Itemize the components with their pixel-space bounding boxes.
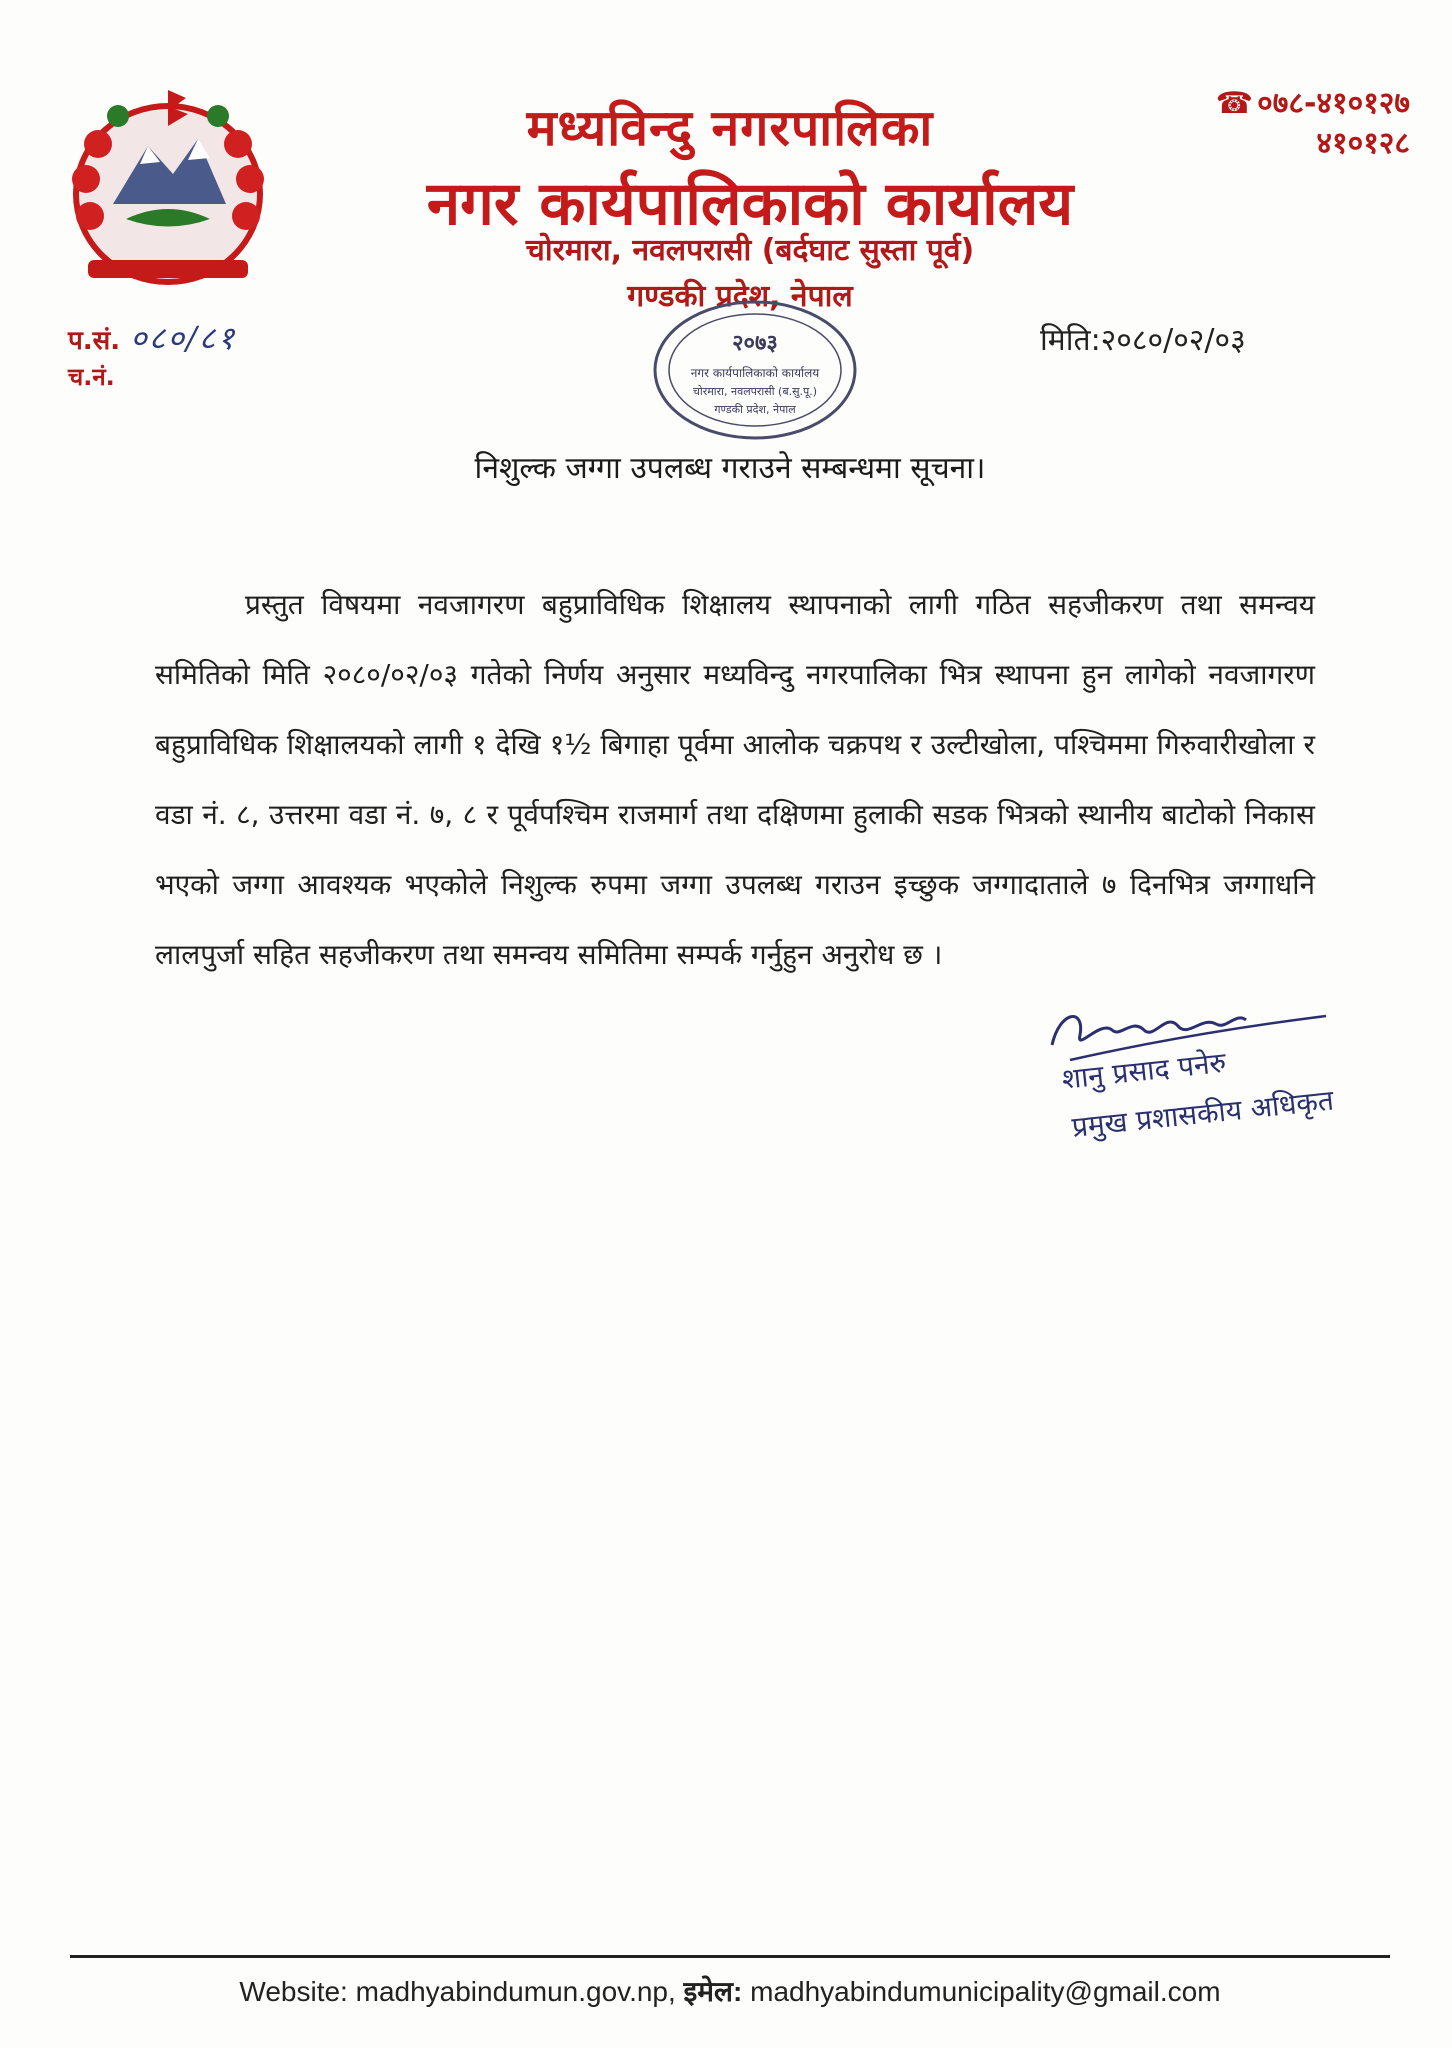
signatory-title: प्रमुख प्रशासकीय अधिकृत: [1070, 1083, 1336, 1144]
reference-number: [68, 316, 236, 359]
address-line-2: गण्डकी प्रदेश, नेपाल: [627, 279, 853, 314]
phone-number-2: ४१०१२८: [1316, 126, 1410, 161]
letter-date: मिति:२०८०/०२/०३: [1040, 323, 1246, 358]
website-label: Website:: [239, 1976, 348, 2007]
notice-subject: निशुल्क जग्गा उपलब्ध गराउने सम्बन्धमा सूचना।: [474, 451, 986, 486]
website-link[interactable]: madhyabindumun.gov.np,: [355, 1976, 676, 2007]
signatory-name: शानु प्रसाद पनेरु: [1060, 1045, 1228, 1096]
body-paragraph: प्रस्तुत विषयमा नवजागरण बहुप्राविधिक शिक्षालय स्थापनाको लागी गठित सहजीकरण तथा समन्वय समितिको मिति २०८०/०२/०३ गतेको निर्णय अनुसार मध्यविन्दु नगरपालिका भित्र स्थापना हुन लागेको नवजागरण बहुप्राविधिक शिक्षालयको लागी १ देखि १½ बिगाहा पूर्वमा आलोक चक्रपथ र उल्टीखोला, पश्चिममा गिरुवारीखोला र वडा नं. ८, उत्तरमा वडा नं. ७, ८ र पूर्वपश्चिम राजमार्ग तथा दक्षिणमा हुलाकी सडक भित्रको स्थानीय बाटोको निकास भएको जग्गा आवश्यक भएकोले निशुल्क रुपमा जग्गा उपलब्ध गराउन इच्छुक जग्गादाताले ७ दिनभित्र जग्गाधनि लालपुर्जा सहित सहजीकरण तथा समन्वय समितिमा सम्पर्क गर्नुहुन अनुरोध छ ।: [155, 588, 1315, 971]
dispatch-number-label: च.नं.: [68, 363, 115, 391]
email-link[interactable]: madhyabindumunicipality@gmail.com: [750, 1976, 1221, 2007]
svg-text:चोरमारा, नवलपरासी (ब.सु.पू.): चोरमारा, नवलपरासी (ब.सु.पू.): [692, 385, 818, 398]
municipality-name: मध्यविन्दु नगरपालिका: [526, 99, 934, 157]
footer-contact: [70, 1972, 1390, 2010]
office-name: नगर कार्यपालिकाको कार्यालय: [426, 169, 1074, 239]
ref-value: ०८०/८१: [130, 319, 237, 357]
svg-text:नगर कार्यपालिकाको कार्यालय: नगर कार्यपालिकाको कार्यालय: [690, 366, 820, 380]
nepal-emblem-logo: [48, 84, 288, 294]
footer-divider: [70, 1955, 1390, 1958]
notice-body: [155, 570, 1315, 990]
address-line-1: चोरमारा, नवलपरासी (बर्दघाट सुस्ता पूर्व): [525, 233, 975, 268]
svg-text:गण्डकी प्रदेश, नेपाल: गण्डकी प्रदेश, नेपाल: [714, 403, 796, 416]
telephone-icon: ☎: [1215, 86, 1254, 121]
phone-number-1: ०७८-४१०१२७: [1257, 86, 1410, 121]
phone-block: [1180, 84, 1410, 164]
email-label: इमेल:: [683, 1976, 743, 2007]
svg-text:२०७३: २०७३: [732, 331, 778, 356]
ref-label: प.सं.: [68, 326, 121, 356]
office-stamp: [640, 295, 870, 445]
